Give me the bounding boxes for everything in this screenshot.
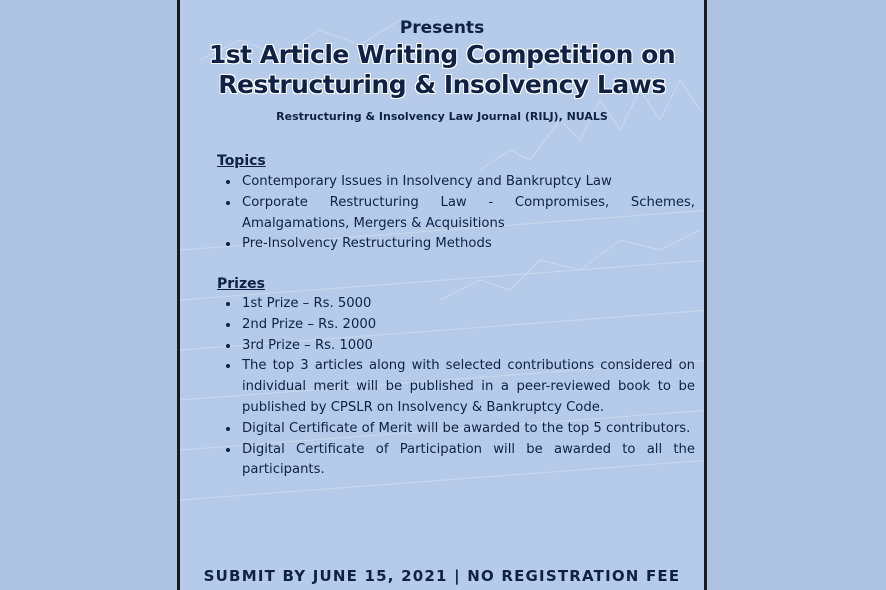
list-item: • Contemporary Issues in Insolvency and Bankruptcy Law (240, 172, 695, 193)
prizes-list (222, 294, 695, 481)
list-item: • 2nd Prize – Rs. 2000 (240, 315, 695, 336)
list-item: • Digital Certificate of Participation will be awarded to all the participants. (240, 440, 695, 482)
list-item: • Digital Certificate of Merit will be awarded to the top 5 contributors. (240, 419, 695, 440)
title-line-1: 1st Article Writing Competition on (208, 40, 676, 69)
topics-list (222, 172, 695, 255)
poster (177, 0, 707, 590)
list-item: • Pre-Insolvency Restructuring Methods (240, 234, 695, 255)
prizes-heading: Prizes (217, 276, 265, 292)
list-item: • 1st Prize – Rs. 5000 (240, 294, 695, 315)
competition-title (180, 40, 704, 100)
journal-name: Restructuring & Insolvency Law Journal (RILJ), NUALS (276, 110, 608, 123)
poster-content (180, 0, 704, 590)
list-item: • Corporate Restructuring Law - Compromises, Schemes, Amalgamations, Mergers & Acquisitions (240, 193, 695, 235)
submission-deadline: SUBMIT BY JUNE 15, 2021 | NO REGISTRATION FEE (203, 567, 681, 585)
title-line-2: Restructuring & Insolvency Laws (218, 70, 666, 99)
presents-label: Presents (399, 18, 485, 38)
topics-heading: Topics (217, 153, 266, 169)
list-item: • 3rd Prize – Rs. 1000 (240, 336, 695, 357)
list-item: • The top 3 articles along with selected contributions considered on individual merit will be published in a peer-reviewed book to be published by CPSLR on Insolvency & Bankruptcy Code. (240, 356, 695, 418)
